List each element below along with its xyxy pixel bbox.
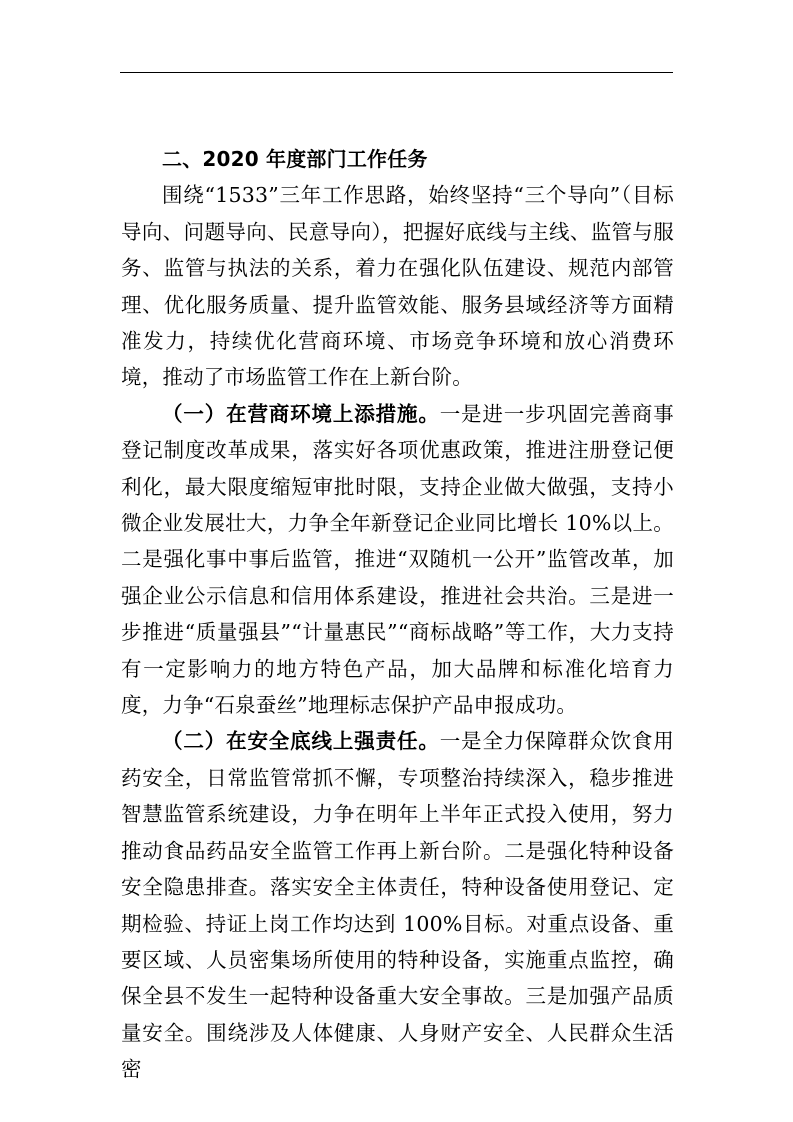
intro-paragraph: 围绕“1533”三年工作思路，始终坚持“三个导向”（目标导向、问题导向、民意导向），把握好底线与主线、监管与服务、监管与执法的关系，着力在强化队伍建设、规范内部管理、优化服务质量、提升监管效能、服务县域经济等方面精准发力，持续优化营商环境、市场竞争环境和放心消费环境，推动了市场监管工作在上新台阶。 xyxy=(121,183,674,390)
header-rule xyxy=(120,72,673,73)
paragraph-lead-safety-responsibility: （二）在安全底线上强责任。 xyxy=(162,729,440,754)
paragraph-lead-business-environment: （一）在营商环境上添措施。 xyxy=(162,401,440,426)
document-body xyxy=(121,141,674,1088)
paragraph-safety-responsibility xyxy=(121,723,674,1087)
paragraph-text-safety-responsibility: 一是全力保障群众饮食用药安全，日常监管常抓不懈，专项整治持续深入，稳步推进智慧监管系统建设，力争在明年上半年正式投入使用，努力推动食品药品安全监管工作再上新台阶。二是强化特种设备安全隐患排查。落实安全主体责任，特种设备使用登记、定期检验、持证上岗工作均达到 100%目标。对重点设备、重要区域、人员密集场所使用的特种设备，实施重点监控，确保全县不发生一起特种设备重大安全事故。三是加强产品质量安全。围绕涉及人体健康、人身财产安全、人民群众生活密 xyxy=(121,729,674,1082)
section-heading: 二、2020 年度部门工作任务 xyxy=(162,147,428,171)
paragraph-business-environment xyxy=(121,396,674,724)
paragraph-text-business-environment: 一是进一步巩固完善商事登记制度改革成果，落实好各项优惠政策，推进注册登记便利化，最大限度缩短审批时限，支持企业做大做强，支持小微企业发展壮大，力争全年新登记企业同比增长 10%以上。二是强化事中事后监管，推进“双随机一公开”监管改革，加强企业公示信息和信用体系建设，推进社会共治。三是进一步推进“质量强县”“计量惠民”“商标战略”等工作，大力支持有一定影响力的地方特色产品，加大品牌和标准化培育力度，力争“石泉蚕丝”地理标志保护产品申报成功。 xyxy=(121,401,674,718)
